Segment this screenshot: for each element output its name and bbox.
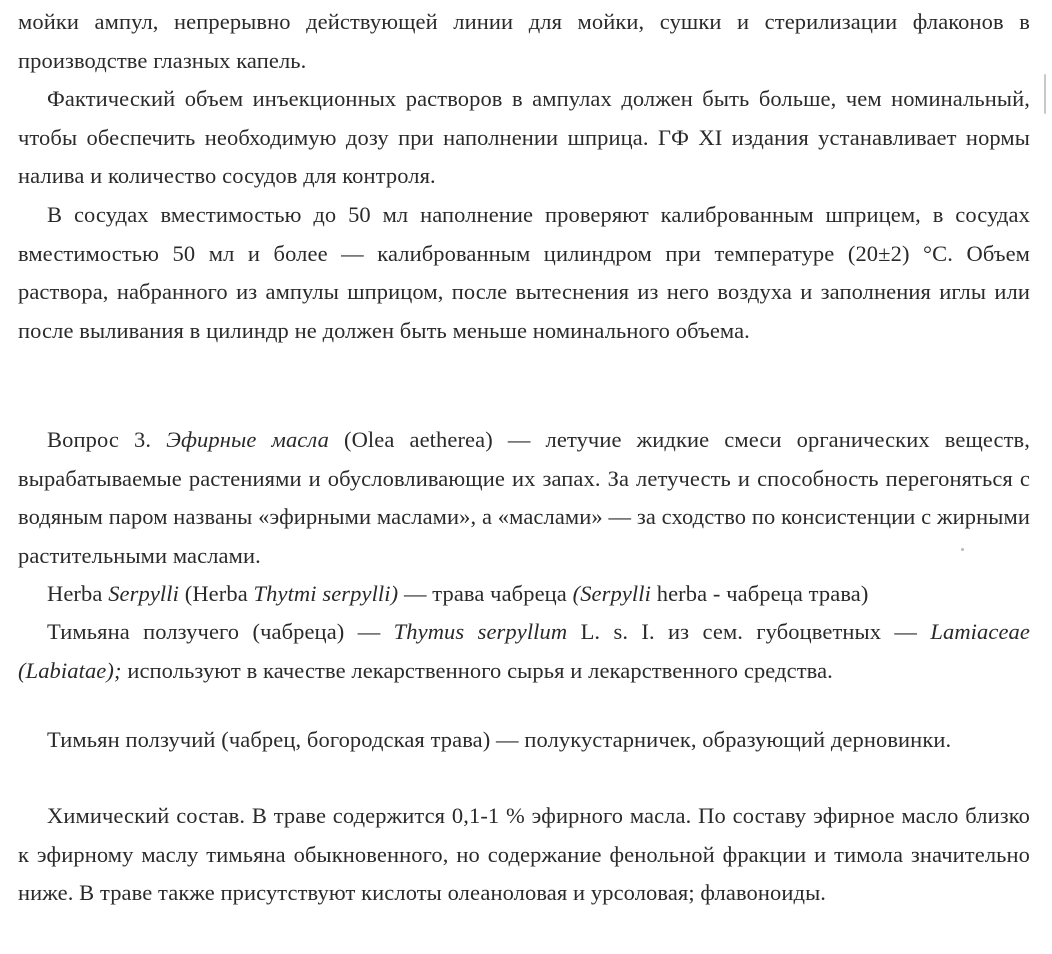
scan-speck: [961, 548, 964, 551]
paragraph-volume-check: [18, 196, 1030, 350]
text-segment: (Herba: [179, 581, 254, 606]
text-segment: (Olea aetherea) — летучие жидкие смеси органических веществ, вырабатываемые растениями и обусловливающие их запах. За летучесть и способность перегоняться с водяным паром названы «эфирными маслами», а «маслами» — за сходство по консистенции с жирными растительными маслами.: [18, 427, 1030, 568]
text-segment: В сосудах вместимостью до 50 мл наполнение проверяют калиброванным шприцем, в сосудах вместимостью 50 мл и более — калиброванным цилиндром при температуре (20±2) °С. Объем раствора, набранного из ампулы шприцом, после вытеснения из него воздуха и заполнения иглы или после выливания в цилиндр не должен быть меньше номинального объема.: [18, 202, 1030, 343]
text-segment: — трава чабреца: [398, 581, 573, 606]
paragraph-plant-description: [18, 721, 1030, 760]
text-segment: L. s. I. из сем. губоцветных —: [567, 619, 931, 644]
paragraph-question-3: [18, 421, 1030, 575]
italic-latin-term: Thymus serpyllum: [393, 619, 568, 644]
italic-term-essential-oils: Эфирные масла: [166, 427, 329, 452]
text-segment: Фактический объем инъекционных растворов в ампулах должен быть больше, чем номинальный, чтобы обеспечить необходимую дозу при наполнении шприца. ГФ XI издания устанавливает нормы налива и количество сосудов для контроля.: [18, 86, 1030, 188]
text-segment: herba - чабреца трава): [651, 581, 869, 606]
italic-latin-term: Lamiaceae (Labiatae);: [18, 619, 1030, 683]
paragraph-ampoule-washing: [18, 3, 1030, 80]
text-segment: используют в качестве лекарственного сырья и лекарственного средства.: [121, 657, 833, 683]
text-segment: Тимьяна ползучего (чабреца) —: [47, 619, 394, 644]
paragraph-chemical-composition: [18, 797, 1030, 913]
paragraph-thymus-serpyllum: [18, 613, 1030, 690]
text-segment: Herba: [47, 581, 109, 606]
text-segment: Химический состав. В траве содержится 0,1-1 % эфирного масла. По составу эфирное масло близко к эфирному маслу тимьяна обыкновенного, но содержание фенольной фракции и тимола значительно ниже. В траве также присутствуют кислоты олеаноловая и урсоловая; флавоноиды.: [18, 803, 1030, 905]
text-segment: мойки ампул, непрерывно действующей линии для мойки, сушки и стерилизации флаконов в производстве глазных капель.: [18, 9, 1030, 73]
paragraph-fill-volume: [18, 80, 1030, 196]
text-segment: Вопрос 3.: [47, 427, 167, 452]
scan-edge-mark: [1044, 74, 1046, 114]
paragraph-herba-serpylli: [18, 575, 1030, 614]
italic-latin-term: Thytmi serpylli): [253, 581, 399, 606]
text-segment: Тимьян ползучий (чабрец, богородская трава) — полукустарничек, образующий дерновинки.: [47, 727, 952, 752]
italic-latin-term: (Serpylli: [572, 581, 651, 606]
italic-latin-term: Serpylli: [108, 581, 179, 606]
